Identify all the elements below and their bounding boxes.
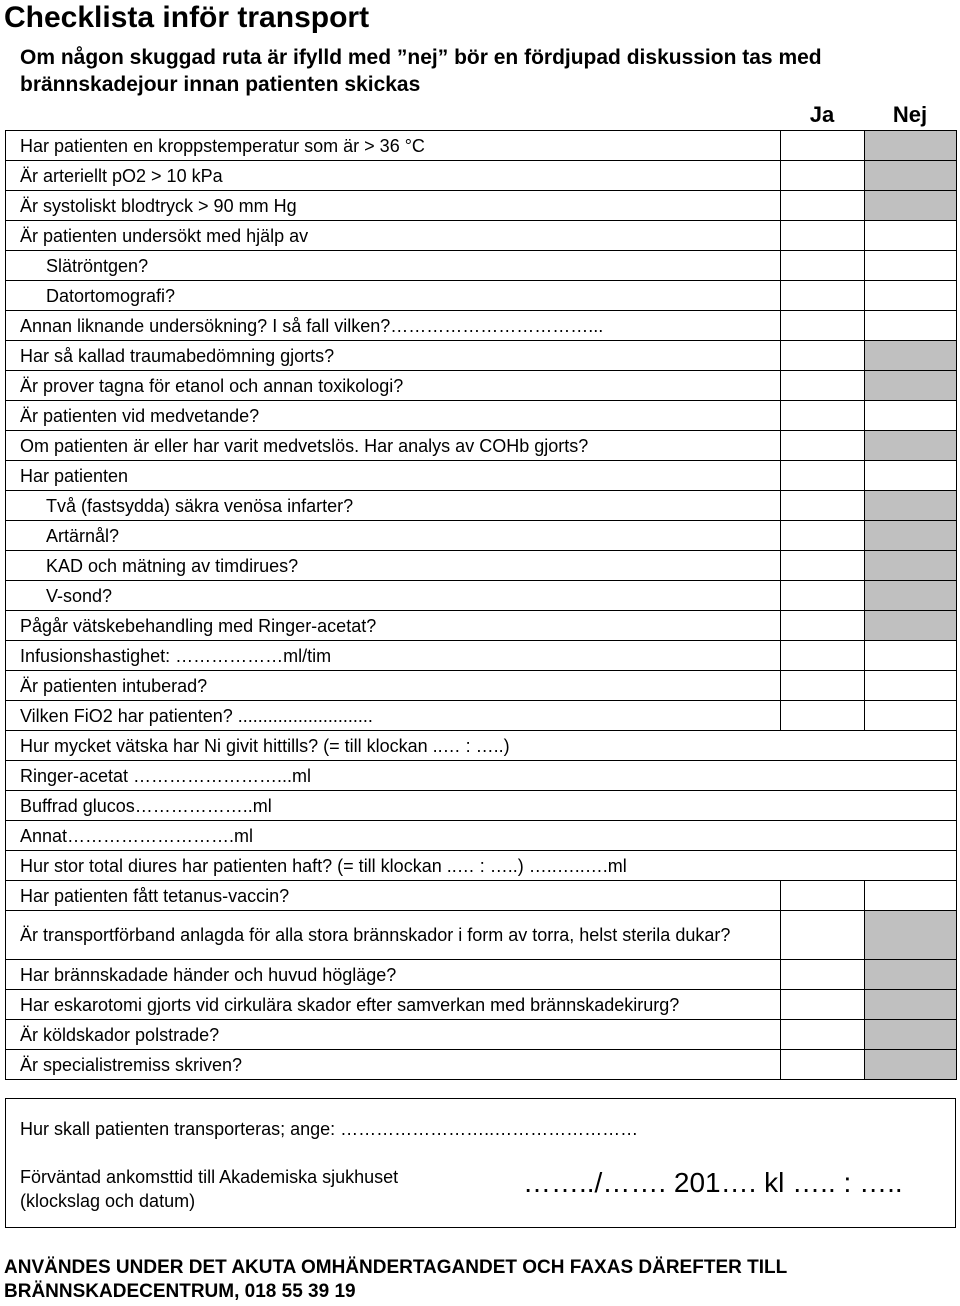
answer-yes-cell[interactable] xyxy=(781,131,865,161)
question-text: Är prover tagna för etanol och annan toxikologi? xyxy=(6,371,781,401)
checklist-row xyxy=(6,731,957,761)
answer-yes-cell[interactable] xyxy=(781,251,865,281)
answer-no-cell[interactable] xyxy=(865,491,957,521)
answer-no-cell[interactable] xyxy=(865,581,957,611)
question-text: KAD och mätning av timdirues? xyxy=(6,551,781,581)
question-text: Om patienten är eller har varit medvetslös. Har analys av COHb gjorts? xyxy=(6,431,781,461)
answer-no-cell[interactable] xyxy=(865,251,957,281)
checklist-row xyxy=(6,161,957,191)
question-text: Är arteriellt pO2 > 10 kPa xyxy=(6,161,781,191)
answer-no-cell[interactable] xyxy=(865,1050,957,1080)
question-text: Har så kallad traumabedömning gjorts? xyxy=(6,341,781,371)
checklist-row xyxy=(6,401,957,431)
checklist-row xyxy=(6,1050,957,1080)
checklist-row xyxy=(6,251,957,281)
footer-note: ANVÄNDES UNDER DET AKUTA OMHÄNDERTAGANDET OCH FAXAS DÄREFTER TILL BRÄNNSKADECENTRUM, 018 55 39 19 xyxy=(4,1257,787,1302)
answer-yes-cell[interactable] xyxy=(781,311,865,341)
answer-yes-cell[interactable] xyxy=(781,221,865,251)
answer-no-cell[interactable] xyxy=(865,161,957,191)
question-text: Vilken FiO2 har patienten? ........................... xyxy=(6,701,781,731)
answer-no-cell[interactable] xyxy=(865,131,957,161)
question-text: Är köldskador polstrade? xyxy=(6,1020,781,1050)
answer-no-cell[interactable] xyxy=(865,431,957,461)
question-text: Infusionshastighet: ………………ml/tim xyxy=(6,641,781,671)
checklist-row xyxy=(6,281,957,311)
answer-yes-cell[interactable] xyxy=(781,461,865,491)
answer-yes-cell[interactable] xyxy=(781,191,865,221)
checklist-row xyxy=(6,341,957,371)
answer-no-cell[interactable] xyxy=(865,461,957,491)
column-header-no: Nej xyxy=(892,102,928,127)
checklist-row xyxy=(6,491,957,521)
question-text: V-sond? xyxy=(6,581,781,611)
checklist-row xyxy=(6,191,957,221)
answer-yes-cell[interactable] xyxy=(781,581,865,611)
answer-yes-cell[interactable] xyxy=(781,911,865,960)
page-title: Checklista inför transport xyxy=(4,1,370,34)
answer-no-cell[interactable] xyxy=(865,990,957,1020)
answer-no-cell[interactable] xyxy=(865,960,957,990)
answer-yes-cell[interactable] xyxy=(781,401,865,431)
checklist-row xyxy=(6,521,957,551)
column-header-yes: Ja xyxy=(809,102,835,127)
checklist-row xyxy=(6,371,957,401)
question-text: Hur stor total diures har patienten haft? (= till klockan ..… : …..) …..…..….ml xyxy=(6,851,957,881)
checklist-row xyxy=(6,990,957,1020)
answer-yes-cell[interactable] xyxy=(781,990,865,1020)
question-text: Har brännskadade händer och huvud högläge? xyxy=(6,960,781,990)
question-text: Annan liknande undersökning? I så fall vilken?……………………………... xyxy=(6,311,781,341)
checklist-row xyxy=(6,821,957,851)
question-text: Två (fastsydda) säkra venösa infarter? xyxy=(6,491,781,521)
checklist-row xyxy=(6,461,957,491)
answer-no-cell[interactable] xyxy=(865,191,957,221)
answer-yes-cell[interactable] xyxy=(781,611,865,641)
answer-yes-cell[interactable] xyxy=(781,551,865,581)
arrival-time-label: Förväntad ankomsttid till Akademiska sjukhuset (klockslag och datum) xyxy=(20,1167,399,1211)
checklist-row xyxy=(6,581,957,611)
answer-yes-cell[interactable] xyxy=(781,1020,865,1050)
answer-yes-cell[interactable] xyxy=(781,701,865,731)
question-text: Annat……………………….ml xyxy=(6,821,957,851)
answer-yes-cell[interactable] xyxy=(781,431,865,461)
checklist-row xyxy=(6,611,957,641)
question-text: Pågår vätskebehandling med Ringer-acetat? xyxy=(6,611,781,641)
answer-no-cell[interactable] xyxy=(865,311,957,341)
transport-box xyxy=(5,1098,956,1228)
checklist-row xyxy=(6,881,957,911)
checklist-row xyxy=(6,911,957,960)
checklist-table xyxy=(5,130,957,1080)
answer-no-cell[interactable] xyxy=(865,701,957,731)
answer-yes-cell[interactable] xyxy=(781,641,865,671)
checklist-row xyxy=(6,851,957,881)
checklist-row xyxy=(6,431,957,461)
answer-yes-cell[interactable] xyxy=(781,1050,865,1080)
answer-no-cell[interactable] xyxy=(865,281,957,311)
page-subtitle: Om någon skuggad ruta är ifylld med ”nej” bör en fördjupad diskussion tas med brännskadejour innan patienten skickas xyxy=(20,46,822,96)
answer-no-cell[interactable] xyxy=(865,641,957,671)
question-text: Är patienten intuberad? xyxy=(6,671,781,701)
checklist-row xyxy=(6,551,957,581)
transport-method-field[interactable]: Hur skall patienten transporteras; ange: ……………………..…………………… xyxy=(20,1119,639,1139)
answer-yes-cell[interactable] xyxy=(781,960,865,990)
checklist-row xyxy=(6,1020,957,1050)
arrival-time-field[interactable]: ……../……. 201…. kl ….. : ….. xyxy=(523,1167,903,1198)
answer-yes-cell[interactable] xyxy=(781,371,865,401)
question-text: Är systoliskt blodtryck > 90 mm Hg xyxy=(6,191,781,221)
checklist-row xyxy=(6,311,957,341)
answer-no-cell[interactable] xyxy=(865,881,957,911)
answer-no-cell[interactable] xyxy=(865,521,957,551)
answer-yes-cell[interactable] xyxy=(781,281,865,311)
answer-yes-cell[interactable] xyxy=(781,491,865,521)
answer-no-cell[interactable] xyxy=(865,221,957,251)
answer-yes-cell[interactable] xyxy=(781,341,865,371)
question-text: Har patienten xyxy=(6,461,781,491)
question-text: Är patienten undersökt med hjälp av xyxy=(6,221,781,251)
checklist-row xyxy=(6,641,957,671)
answer-yes-cell[interactable] xyxy=(781,881,865,911)
answer-yes-cell[interactable] xyxy=(781,521,865,551)
question-text: Artärnål? xyxy=(6,521,781,551)
answer-no-cell[interactable] xyxy=(865,1020,957,1050)
checklist-row xyxy=(6,791,957,821)
question-text: Hur mycket vätska har Ni givit hittills? (= till klockan ..… : …..) xyxy=(6,731,957,761)
answer-no-cell[interactable] xyxy=(865,401,957,431)
answer-no-cell[interactable] xyxy=(865,611,957,641)
question-text: Datortomografi? xyxy=(6,281,781,311)
question-text: Buffrad glucos………………..ml xyxy=(6,791,957,821)
question-text: Har patienten en kroppstemperatur som är > 36 °C xyxy=(6,131,781,161)
answer-no-cell[interactable] xyxy=(865,551,957,581)
answer-no-cell[interactable] xyxy=(865,671,957,701)
answer-yes-cell[interactable] xyxy=(781,161,865,191)
answer-no-cell[interactable] xyxy=(865,341,957,371)
checklist-row xyxy=(6,701,957,731)
answer-no-cell[interactable] xyxy=(865,371,957,401)
answer-no-cell[interactable] xyxy=(865,911,957,960)
question-text: Ringer-acetat ……………………...ml xyxy=(6,761,957,791)
question-text: Har eskarotomi gjorts vid cirkulära skador efter samverkan med brännskadekirurg? xyxy=(6,990,781,1020)
answer-yes-cell[interactable] xyxy=(781,671,865,701)
question-text: Har patienten fått tetanus-vaccin? xyxy=(6,881,781,911)
checklist-row xyxy=(6,761,957,791)
question-text: Slätröntgen? xyxy=(6,251,781,281)
checklist-row xyxy=(6,221,957,251)
checklist-row xyxy=(6,131,957,161)
question-text: Är specialistremiss skriven? xyxy=(6,1050,781,1080)
checklist-row xyxy=(6,671,957,701)
checklist-row xyxy=(6,960,957,990)
question-text: Är patienten vid medvetande? xyxy=(6,401,781,431)
question-text: Är transportförband anlagda för alla stora brännskador i form av torra, helst sterila dukar? xyxy=(6,911,781,960)
